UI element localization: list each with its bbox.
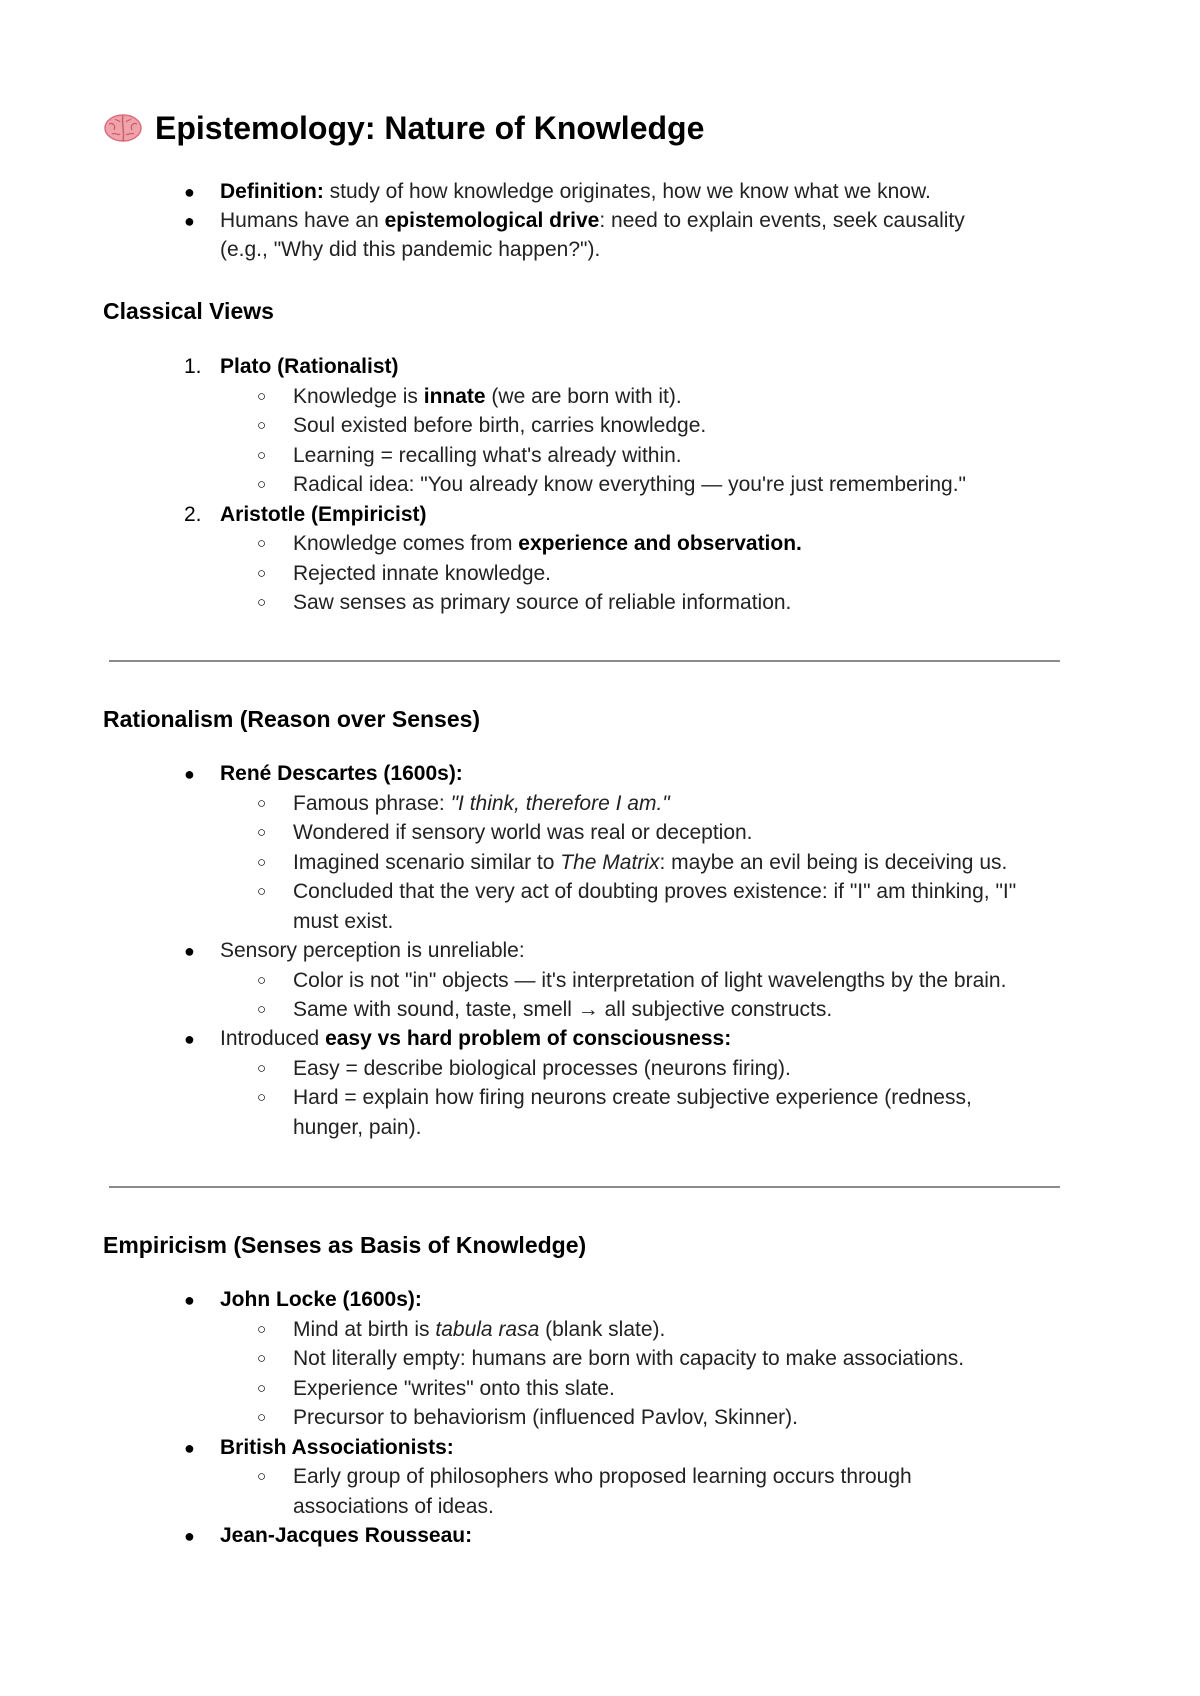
bullet-icon: ●	[184, 1526, 195, 1546]
list-item: Easy = describe biological processes (neurons firing).	[293, 1057, 791, 1080]
list-item: Color is not "in" objects — it's interpretation of light wavelengths by the brain.	[293, 969, 1007, 992]
sub-bullet-icon: ○	[257, 447, 267, 464]
list-item-cont: must exist.	[293, 910, 394, 933]
rousseau-heading: Jean-Jacques Rousseau:	[220, 1524, 473, 1547]
list-item: Not literally empty: humans are born with capacity to make associations.	[293, 1347, 965, 1370]
sub-bullet-icon: ○	[257, 417, 267, 434]
list-item: Knowledge is innate (we are born with it).	[293, 385, 682, 408]
list-item: Rejected innate knowledge.	[293, 562, 552, 585]
list-item: Sensory perception is unreliable:	[220, 939, 525, 962]
list-item: Early group of philosophers who proposed learning occurs through	[293, 1465, 912, 1488]
bullet-icon: ●	[184, 764, 195, 784]
locke-heading: John Locke (1600s):	[220, 1288, 422, 1311]
sub-bullet-icon: ○	[257, 476, 267, 493]
bullet-icon: ●	[184, 941, 195, 961]
list-item: Soul existed before birth, carries knowledge.	[293, 414, 707, 437]
sub-bullet-icon: ○	[257, 795, 267, 812]
sub-bullet-icon: ○	[257, 1409, 267, 1426]
sub-bullet-icon: ○	[257, 1089, 267, 1106]
heading-empiricism: Empiricism (Senses as Basis of Knowledge)	[103, 1232, 587, 1258]
definition-text: study of how knowledge originates, how we know what we know.	[323, 180, 931, 203]
sub-bullet-icon: ○	[257, 1468, 267, 1485]
british-heading: British Associationists:	[220, 1436, 454, 1459]
sub-bullet-icon: ○	[257, 535, 267, 552]
sub-bullet-icon: ○	[257, 883, 267, 900]
list-number: 1.	[184, 355, 202, 378]
sub-bullet-icon: ○	[257, 1001, 267, 1018]
list-item: Experience "writes" onto this slate.	[293, 1377, 615, 1400]
title-text: Epistemology: Nature of Knowledge	[155, 110, 705, 146]
drive-line: Humans have an epistemological drive: need to explain events, seek causality	[220, 209, 965, 232]
horizontal-rule	[109, 660, 1060, 662]
page-title	[103, 108, 704, 148]
brain-icon	[103, 112, 143, 144]
list-item: Wondered if sensory world was real or deception.	[293, 821, 753, 844]
list-item: Hard = explain how firing neurons create subjective experience (redness,	[293, 1086, 972, 1109]
drive-line-cont: (e.g., "Why did this pandemic happen?").	[220, 238, 601, 261]
list-item: Learning = recalling what's already within.	[293, 444, 682, 467]
list-number: 2.	[184, 503, 202, 526]
definition-label: Definition:	[220, 180, 324, 203]
list-item: Famous phrase: "I think, therefore I am."	[293, 792, 670, 815]
heading-classical: Classical Views	[103, 298, 274, 324]
sub-bullet-icon: ○	[257, 1321, 267, 1338]
list-item: Precursor to behaviorism (influenced Pavlov, Skinner).	[293, 1406, 798, 1429]
sub-bullet-icon: ○	[257, 972, 267, 989]
sub-bullet-icon: ○	[257, 854, 267, 871]
bullet-icon: ●	[184, 182, 195, 202]
sub-bullet-icon: ○	[257, 1380, 267, 1397]
sub-bullet-icon: ○	[257, 594, 267, 611]
aristotle-heading: Aristotle (Empiricist)	[220, 503, 427, 526]
bullet-icon: ●	[184, 1438, 195, 1458]
sub-bullet-icon: ○	[257, 388, 267, 405]
definition-line	[220, 177, 931, 207]
list-item: Introduced easy vs hard problem of consciousness:	[220, 1027, 732, 1050]
list-item: Knowledge comes from experience and observation.	[293, 532, 802, 555]
list-item: Radical idea: "You already know everything — you're just remembering."	[293, 473, 966, 496]
bullet-icon: ●	[184, 1029, 195, 1049]
list-item-cont: hunger, pain).	[293, 1116, 422, 1139]
sub-bullet-icon: ○	[257, 1060, 267, 1077]
list-item: Same with sound, taste, smell → all subjective constructs.	[293, 998, 833, 1021]
bullet-icon: ●	[184, 1290, 195, 1310]
sub-bullet-icon: ○	[257, 1350, 267, 1367]
list-item: Mind at birth is tabula rasa (blank slate).	[293, 1318, 666, 1341]
sub-bullet-icon: ○	[257, 565, 267, 582]
heading-rationalism: Rationalism (Reason over Senses)	[103, 706, 481, 732]
list-item: Imagined scenario similar to The Matrix: maybe an evil being is deceiving us.	[293, 851, 1008, 874]
list-item: Concluded that the very act of doubting proves existence: if "I" am thinking, "I"	[293, 880, 1017, 903]
descartes-heading: René Descartes (1600s):	[220, 762, 463, 785]
plato-heading: Plato (Rationalist)	[220, 355, 399, 378]
list-item-cont: associations of ideas.	[293, 1495, 494, 1518]
sub-bullet-icon: ○	[257, 824, 267, 841]
list-item: Saw senses as primary source of reliable information.	[293, 591, 792, 614]
bullet-icon: ●	[184, 211, 195, 231]
horizontal-rule	[109, 1186, 1060, 1188]
